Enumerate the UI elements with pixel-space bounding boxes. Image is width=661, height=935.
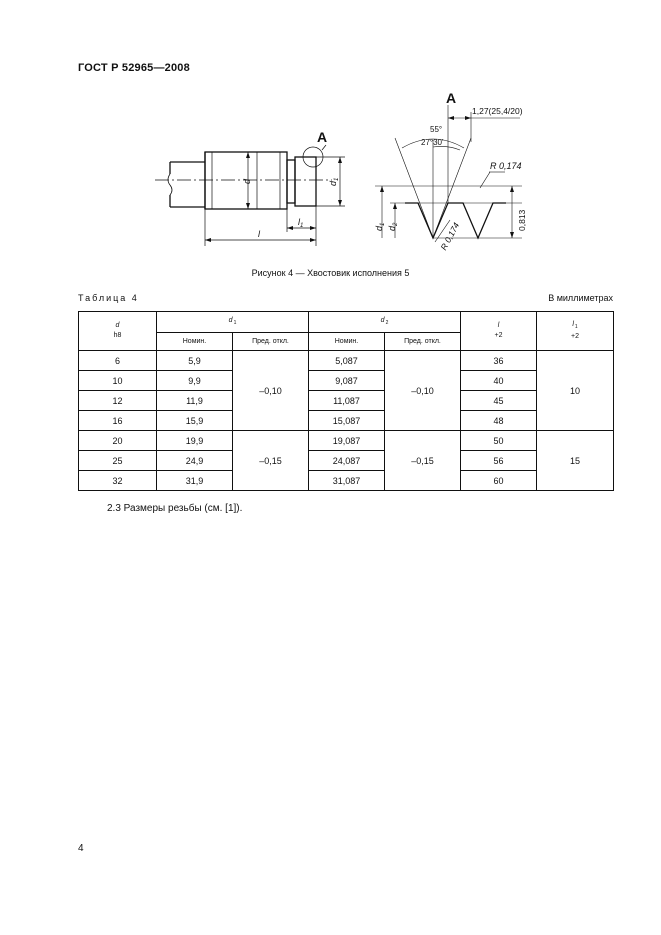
header-l: l +2 xyxy=(461,312,537,351)
table-row xyxy=(79,371,614,391)
table-row xyxy=(79,351,614,371)
cell-d1: 19,9 xyxy=(157,431,233,451)
cell-d2: 5,087 xyxy=(309,351,385,371)
table-label: Таблица 4 xyxy=(78,293,139,303)
header-d1: $d_1$ xyxy=(157,312,309,333)
label-view-a: A xyxy=(446,90,457,106)
label-radius-top: R 0,174 xyxy=(490,161,522,171)
cell-l: 56 xyxy=(461,451,537,471)
header-d: d h8 xyxy=(79,312,157,351)
header-d2-dev: Пред. откл. xyxy=(385,333,461,351)
cell-l: 36 xyxy=(461,351,537,371)
table-row xyxy=(79,391,614,411)
cell-d1: 11,9 xyxy=(157,391,233,411)
cell-d2: 19,087 xyxy=(309,431,385,451)
label-depth: 0,813 xyxy=(517,209,527,231)
cell-d: 20 xyxy=(79,431,157,451)
label-d1: $d_1$ xyxy=(328,177,340,186)
cell-d1: 5,9 xyxy=(157,351,233,371)
cell-l1: 15 xyxy=(537,431,614,491)
cell-d1: 24,9 xyxy=(157,451,233,471)
flank-line-left xyxy=(395,138,433,238)
label-l1: $l_1$ xyxy=(298,217,304,229)
section-reference: 2.3 Размеры резьбы (см. [1]). xyxy=(107,503,243,514)
cell-d: 16 xyxy=(79,411,157,431)
shank-drawing xyxy=(150,90,550,255)
cell-d1: 31,9 xyxy=(157,471,233,491)
cell-l1: 10 xyxy=(537,351,614,431)
cell-d2: 31,087 xyxy=(309,471,385,491)
label-angle-total: 55° xyxy=(430,125,443,134)
label-radius-bottom: R 0,174 xyxy=(438,220,462,252)
cell-d1: 15,9 xyxy=(157,411,233,431)
standard-number: ГОСТ Р 52965—2008 xyxy=(78,62,190,74)
table-row xyxy=(79,471,614,491)
label-d: d xyxy=(242,178,252,184)
shank-end xyxy=(295,157,316,206)
cell-d1-dev: –0,10 xyxy=(233,351,309,431)
label-angle-half: 27°30' xyxy=(421,138,444,147)
cell-l: 48 xyxy=(461,411,537,431)
shank-neck xyxy=(287,160,295,203)
page-number: 4 xyxy=(78,843,84,854)
table-row xyxy=(79,411,614,431)
label-pitch: 1,27(25,4/20) xyxy=(472,106,523,116)
cell-d2: 11,087 xyxy=(309,391,385,411)
cell-d2: 15,087 xyxy=(309,411,385,431)
cell-d: 10 xyxy=(79,371,157,391)
cell-d1-dev: –0,15 xyxy=(233,431,309,491)
shank-stub-break xyxy=(168,174,172,195)
cell-d2: 24,087 xyxy=(309,451,385,471)
label-l: l xyxy=(258,229,260,239)
dimensions-table xyxy=(78,311,614,491)
header-d1-dev: Пред. откл. xyxy=(233,333,309,351)
cell-d1: 9,9 xyxy=(157,371,233,391)
cell-d2-dev: –0,10 xyxy=(385,351,461,431)
label-thread-d1: $d_1$ xyxy=(374,222,386,231)
header-l1: $l_1$ +2 xyxy=(537,312,614,351)
table-row xyxy=(79,431,614,451)
cell-d: 25 xyxy=(79,451,157,471)
cell-d: 6 xyxy=(79,351,157,371)
units-label: В миллиметрах xyxy=(548,293,613,303)
figure-caption: Рисунок 4 — Хвостовик исполнения 5 xyxy=(251,268,410,278)
header-d1-nom: Номин. xyxy=(157,333,233,351)
cell-l: 60 xyxy=(461,471,537,491)
cell-d: 32 xyxy=(79,471,157,491)
cell-d2: 9,087 xyxy=(309,371,385,391)
label-thread-d2: $d_2$ xyxy=(387,222,399,231)
shank-stub-outline xyxy=(170,162,205,207)
cell-l: 50 xyxy=(461,431,537,451)
cell-l: 45 xyxy=(461,391,537,411)
cell-d: 12 xyxy=(79,391,157,411)
table-row xyxy=(79,451,614,471)
header-d2-nom: Номин. xyxy=(309,333,385,351)
header-d2: $d_2$ xyxy=(309,312,461,333)
label-view-a-small: A xyxy=(317,129,328,145)
cell-l: 40 xyxy=(461,371,537,391)
cell-d2-dev: –0,15 xyxy=(385,431,461,491)
